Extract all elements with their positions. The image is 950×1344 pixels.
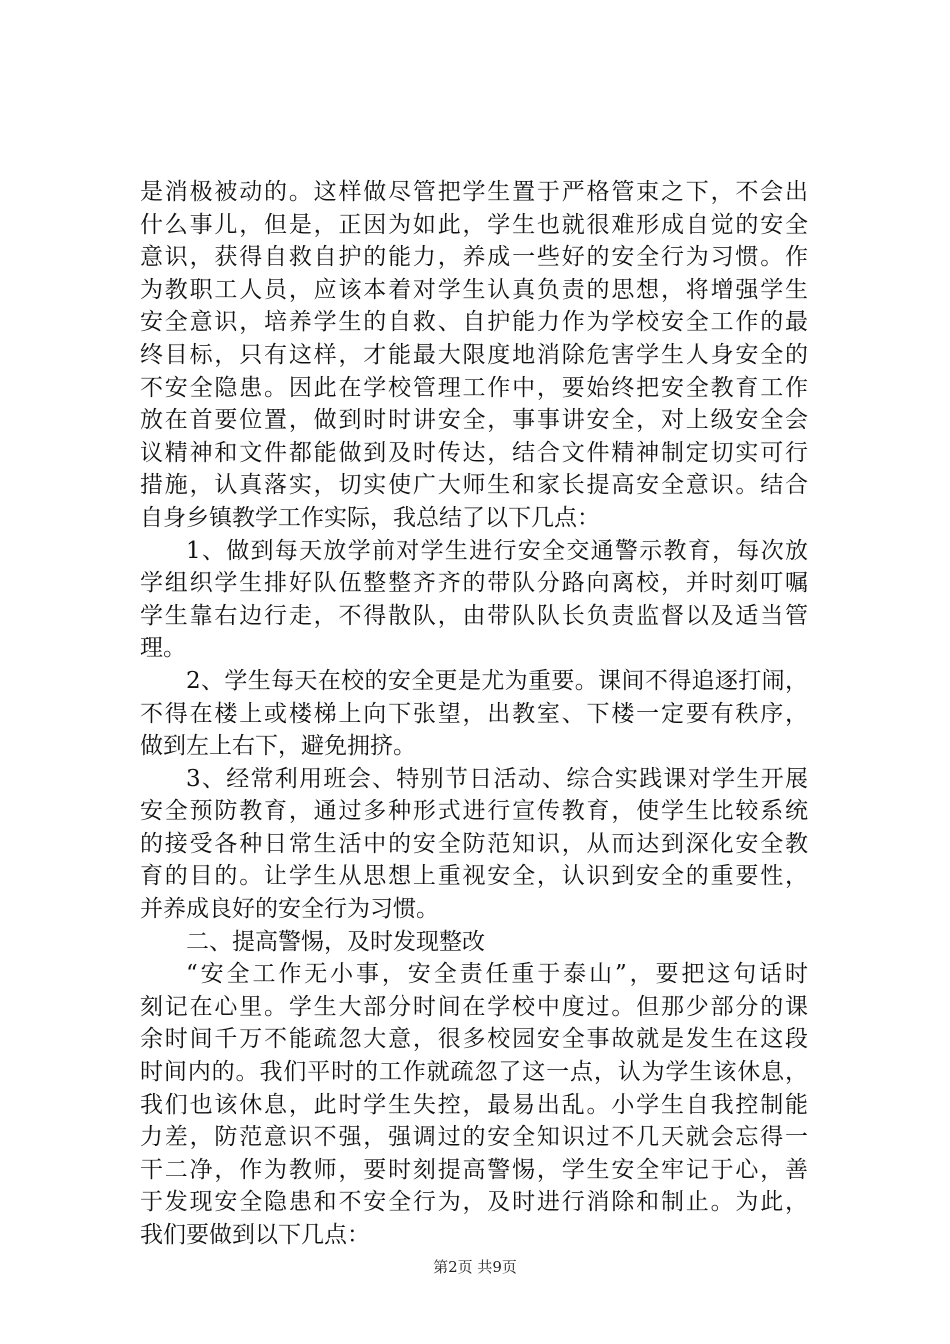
- text-line: 我们要做到以下几点：: [140, 1222, 370, 1248]
- text-line: 意识，获得自救自护的能力，养成一些好的安全行为习惯。作: [140, 244, 808, 271]
- text-line: 2、学生每天在校的安全更是尤为重要。课间不得追逐打闹，: [186, 667, 808, 694]
- text-line: 力差，防范意识不强，强调过的安全知识过不几天就会忘得一: [140, 1124, 808, 1151]
- document-body: [140, 176, 808, 1252]
- text-line: 做到左上右下，避免拥挤。: [140, 733, 416, 760]
- text-line: 议精神和文件都能做到及时传达，结合文件精神制定切实可行: [140, 439, 808, 466]
- text-line: 3、经常利用班会、特别节日活动、综合实践课对学生开展: [186, 765, 808, 792]
- text-line: 1、做到每天放学前对学生进行安全交通警示教育，每次放: [186, 537, 808, 564]
- text-line: 不安全隐患。因此在学校管理工作中，要始终把安全教育工作: [140, 374, 808, 401]
- text-line: 刻记在心里。学生大部分时间在学校中度过。但那少部分的课: [140, 993, 808, 1020]
- text-line: 措施，认真落实，切实使广大师生和家长提高安全意识。结合: [140, 472, 808, 499]
- text-line: 育的目的。让学生从思想上重视安全，认识到安全的重要性，: [140, 863, 808, 890]
- text-line: 终目标，只有这样，才能最大限度地消除危害学生人身安全的: [140, 341, 808, 368]
- text-line: 余时间千万不能疏忽大意，很多校园安全事故就是发生在这段: [140, 1026, 808, 1053]
- text-line: “安全工作无小事，安全责任重于泰山”，要把这句话时: [186, 961, 808, 988]
- text-line: 是消极被动的。这样做尽管把学生置于严格管束之下，不会出: [140, 179, 808, 205]
- text-line: 安全预防教育，通过多种形式进行宣传教育，使学生比较系统: [140, 798, 808, 825]
- text-line: 理。: [140, 635, 186, 662]
- text-line: 我们也该休息，此时学生失控，最易出乱。小学生自我控制能: [140, 1091, 808, 1118]
- text-line: 为教职工人员，应该本着对学生认真负责的思想，将增强学生: [140, 276, 808, 303]
- text-line: 于发现安全隐患和不安全行为，及时进行消除和制止。为此，: [140, 1189, 808, 1216]
- text-line: 自身乡镇教学工作实际，我总结了以下几点：: [140, 504, 600, 531]
- text-line: 的接受各种日常生活中的安全防范知识，从而达到深化安全教: [140, 830, 808, 857]
- page-number: 第2页 共9页: [433, 1258, 517, 1276]
- text-line: 学生靠右边行走，不得散队，由带队队长负责监督以及适当管: [140, 602, 808, 629]
- text-line: 什么事儿，但是，正因为如此，学生也就很难形成自觉的安全: [140, 211, 808, 238]
- text-line: 安全意识，培养学生的自救、自护能力作为学校安全工作的最: [140, 309, 808, 336]
- page-footer: [0, 1257, 950, 1277]
- section-heading: 二、提高警惕，及时发现整改: [186, 928, 485, 955]
- text-line: 放在首要位置，做到时时讲安全，事事讲安全，对上级安全会: [140, 407, 808, 434]
- text-line: 干二净，作为教师，要时刻提高警惕，学生安全牢记于心，善: [140, 1156, 808, 1183]
- text-line: 学组织学生排好队伍整整齐齐的带队分路向离校，并时刻叮嘱: [140, 570, 808, 597]
- text-line: 并养成良好的安全行为习惯。: [140, 896, 439, 923]
- text-line: 不得在楼上或楼梯上向下张望，出教室、下楼一定要有秩序，: [140, 700, 808, 727]
- text-line: 时间内的。我们平时的工作就疏忽了这一点，认为学生该休息，: [140, 1059, 808, 1086]
